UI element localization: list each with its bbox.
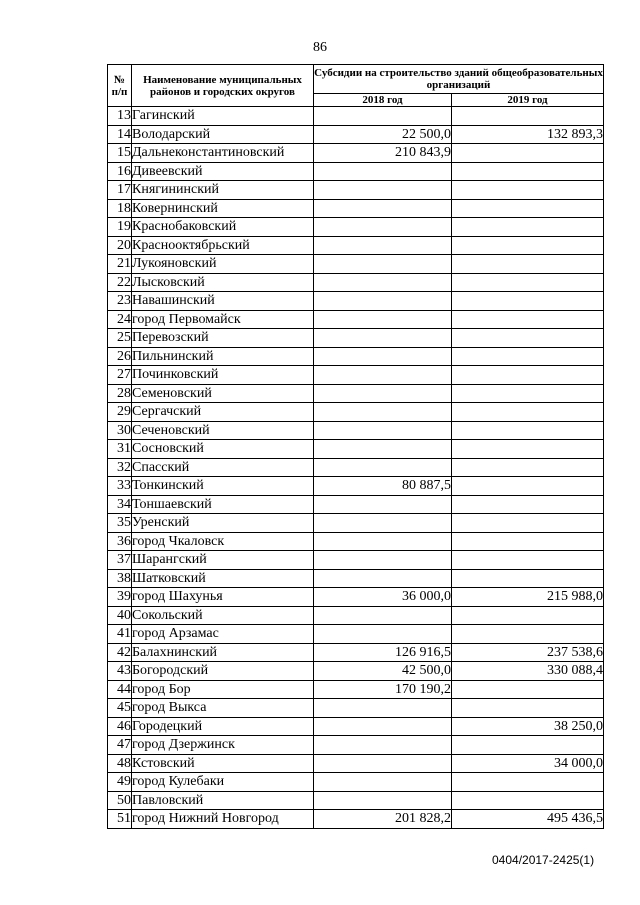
row-number: 19 [108, 218, 132, 237]
district-name: Пильнинский [132, 347, 314, 366]
table-row [108, 495, 604, 514]
district-name: город Дзержинск [132, 736, 314, 755]
header-subsidy: Субсидии на строительство зданий общеобразовательных организаций [314, 65, 604, 94]
table-row [108, 569, 604, 588]
subsidy-2019 [452, 458, 604, 477]
subsidy-2018 [314, 199, 452, 218]
table-row [108, 625, 604, 644]
subsidy-2019 [452, 495, 604, 514]
table-row [108, 366, 604, 385]
table-row [108, 329, 604, 348]
table-row [108, 292, 604, 311]
subsidy-2019 [452, 144, 604, 163]
district-name: Володарский [132, 125, 314, 144]
row-number: 22 [108, 273, 132, 292]
district-name: Тонкинский [132, 477, 314, 496]
district-name: город Кулебаки [132, 773, 314, 792]
subsidy-2018: 210 843,9 [314, 144, 452, 163]
table-row [108, 310, 604, 329]
table-row [108, 606, 604, 625]
page-number: 86 [313, 40, 327, 55]
subsidy-2018: 126 916,5 [314, 643, 452, 662]
district-name: Кстовский [132, 754, 314, 773]
document-code: 0404/2017-2425(1) [492, 853, 595, 867]
subsidy-2019 [452, 329, 604, 348]
row-number: 42 [108, 643, 132, 662]
row-number: 30 [108, 421, 132, 440]
subsidy-2018 [314, 754, 452, 773]
district-name: Сергачский [132, 403, 314, 422]
subsidy-2019: 132 893,3 [452, 125, 604, 144]
subsidy-2018 [314, 107, 452, 126]
subsidy-2019 [452, 292, 604, 311]
row-number: 24 [108, 310, 132, 329]
district-name: Лукояновский [132, 255, 314, 274]
subsidy-2018 [314, 329, 452, 348]
subsidy-2018 [314, 366, 452, 385]
subsidy-2019: 34 000,0 [452, 754, 604, 773]
district-name: город Выкса [132, 699, 314, 718]
table-row [108, 199, 604, 218]
district-name: город Нижний Новгород [132, 810, 314, 829]
row-number: 48 [108, 754, 132, 773]
table-row [108, 273, 604, 292]
subsidy-2018 [314, 532, 452, 551]
row-number: 34 [108, 495, 132, 514]
subsidy-2019: 237 538,6 [452, 643, 604, 662]
subsidy-2019: 495 436,5 [452, 810, 604, 829]
table-row [108, 107, 604, 126]
district-name: Городецкий [132, 717, 314, 736]
subsidy-2019 [452, 699, 604, 718]
row-number: 27 [108, 366, 132, 385]
table-row [108, 680, 604, 699]
row-number: 25 [108, 329, 132, 348]
row-number: 23 [108, 292, 132, 311]
subsidy-2018 [314, 551, 452, 570]
subsidy-2018 [314, 403, 452, 422]
row-number: 37 [108, 551, 132, 570]
table-row [108, 532, 604, 551]
row-number: 51 [108, 810, 132, 829]
subsidy-2018: 201 828,2 [314, 810, 452, 829]
subsidy-2019 [452, 514, 604, 533]
subsidy-2018: 170 190,2 [314, 680, 452, 699]
subsidy-2018 [314, 791, 452, 810]
subsidy-2018 [314, 495, 452, 514]
subsidy-2019 [452, 273, 604, 292]
district-name: Спасский [132, 458, 314, 477]
table-row [108, 236, 604, 255]
district-name: город Первомайск [132, 310, 314, 329]
subsidy-2018 [314, 181, 452, 200]
row-number: 49 [108, 773, 132, 792]
district-name: Семеновский [132, 384, 314, 403]
subsidy-table [107, 64, 604, 829]
subsidy-2018 [314, 773, 452, 792]
table-row [108, 458, 604, 477]
subsidy-2019 [452, 791, 604, 810]
district-name: Перевозский [132, 329, 314, 348]
subsidy-2018 [314, 162, 452, 181]
subsidy-2019 [452, 384, 604, 403]
subsidy-2018 [314, 699, 452, 718]
district-name: Сосновский [132, 440, 314, 459]
subsidy-2019: 330 088,4 [452, 662, 604, 681]
subsidy-2018 [314, 384, 452, 403]
subsidy-2019 [452, 107, 604, 126]
subsidy-2019 [452, 403, 604, 422]
subsidy-2018: 22 500,0 [314, 125, 452, 144]
table-row [108, 551, 604, 570]
district-name: Гагинский [132, 107, 314, 126]
row-number: 17 [108, 181, 132, 200]
table-row [108, 810, 604, 829]
table-row [108, 773, 604, 792]
district-name: город Арзамас [132, 625, 314, 644]
row-number: 44 [108, 680, 132, 699]
table-row [108, 162, 604, 181]
table-row [108, 125, 604, 144]
subsidy-2018: 42 500,0 [314, 662, 452, 681]
district-name: Сеченовский [132, 421, 314, 440]
subsidy-2019 [452, 440, 604, 459]
row-number: 50 [108, 791, 132, 810]
subsidy-2018 [314, 236, 452, 255]
subsidy-2019 [452, 255, 604, 274]
table-row [108, 384, 604, 403]
subsidy-2019 [452, 680, 604, 699]
subsidy-2018 [314, 218, 452, 237]
district-name: Павловский [132, 791, 314, 810]
table-row [108, 514, 604, 533]
table-row [108, 218, 604, 237]
district-name: город Бор [132, 680, 314, 699]
subsidy-2018 [314, 421, 452, 440]
subsidy-2018 [314, 625, 452, 644]
table-row [108, 699, 604, 718]
table-row [108, 477, 604, 496]
subsidy-2018 [314, 255, 452, 274]
table-row [108, 588, 604, 607]
subsidy-2019 [452, 421, 604, 440]
subsidy-2019 [452, 236, 604, 255]
district-name: Ковернинский [132, 199, 314, 218]
table-row [108, 717, 604, 736]
row-number: 45 [108, 699, 132, 718]
district-name: Лысковский [132, 273, 314, 292]
table-row [108, 181, 604, 200]
table-row [108, 662, 604, 681]
table-row [108, 144, 604, 163]
header-2019: 2019 год [452, 94, 604, 107]
table-row [108, 754, 604, 773]
subsidy-2018 [314, 514, 452, 533]
district-name: Починковский [132, 366, 314, 385]
row-number: 40 [108, 606, 132, 625]
district-name: Навашинский [132, 292, 314, 311]
subsidy-2019 [452, 366, 604, 385]
row-number: 38 [108, 569, 132, 588]
table-row [108, 791, 604, 810]
row-number: 29 [108, 403, 132, 422]
row-number: 26 [108, 347, 132, 366]
subsidy-2019: 38 250,0 [452, 717, 604, 736]
row-number: 13 [108, 107, 132, 126]
row-number: 32 [108, 458, 132, 477]
subsidy-2019 [452, 477, 604, 496]
district-name: город Шахунья [132, 588, 314, 607]
subsidy-2019 [452, 551, 604, 570]
header-2018: 2018 год [314, 94, 452, 107]
district-name: Тоншаевский [132, 495, 314, 514]
subsidy-2019 [452, 181, 604, 200]
subsidy-2019 [452, 162, 604, 181]
header-name: Наименование муниципальных районов и городских округов [132, 65, 314, 107]
subsidy-2018 [314, 736, 452, 755]
subsidy-2018 [314, 440, 452, 459]
row-number: 20 [108, 236, 132, 255]
row-number: 33 [108, 477, 132, 496]
district-name: Сокольский [132, 606, 314, 625]
district-name: Уренский [132, 514, 314, 533]
subsidy-2018 [314, 292, 452, 311]
row-number: 16 [108, 162, 132, 181]
district-name: Шарангский [132, 551, 314, 570]
row-number: 18 [108, 199, 132, 218]
table-row [108, 403, 604, 422]
row-number: 41 [108, 625, 132, 644]
table-row [108, 643, 604, 662]
district-name: город Чкаловск [132, 532, 314, 551]
subsidy-2019 [452, 606, 604, 625]
row-number: 43 [108, 662, 132, 681]
subsidy-2019 [452, 218, 604, 237]
district-name: Краснобаковский [132, 218, 314, 237]
district-name: Балахнинский [132, 643, 314, 662]
row-number: 15 [108, 144, 132, 163]
row-number: 14 [108, 125, 132, 144]
subsidy-2019 [452, 310, 604, 329]
subsidy-2019: 215 988,0 [452, 588, 604, 607]
subsidy-2018 [314, 717, 452, 736]
subsidy-2019 [452, 625, 604, 644]
subsidy-2018 [314, 606, 452, 625]
district-name: Краснооктябрьский [132, 236, 314, 255]
subsidy-2018: 80 887,5 [314, 477, 452, 496]
table-body [108, 107, 604, 829]
subsidy-2018 [314, 569, 452, 588]
subsidy-2018 [314, 273, 452, 292]
subsidy-2018 [314, 310, 452, 329]
subsidy-2018: 36 000,0 [314, 588, 452, 607]
header-number: № п/п [108, 65, 132, 107]
district-name: Дальнеконстантиновский [132, 144, 314, 163]
district-name: Богородский [132, 662, 314, 681]
subsidy-2019 [452, 347, 604, 366]
subsidy-2019 [452, 532, 604, 551]
table-row [108, 440, 604, 459]
row-number: 39 [108, 588, 132, 607]
table-row [108, 421, 604, 440]
table-row [108, 347, 604, 366]
row-number: 21 [108, 255, 132, 274]
row-number: 36 [108, 532, 132, 551]
table-row [108, 255, 604, 274]
subsidy-2019 [452, 736, 604, 755]
district-name: Княгининский [132, 181, 314, 200]
table-row [108, 736, 604, 755]
subsidy-2018 [314, 458, 452, 477]
district-name: Дивеевский [132, 162, 314, 181]
row-number: 46 [108, 717, 132, 736]
subsidy-2019 [452, 199, 604, 218]
row-number: 47 [108, 736, 132, 755]
row-number: 28 [108, 384, 132, 403]
row-number: 35 [108, 514, 132, 533]
row-number: 31 [108, 440, 132, 459]
district-name: Шатковский [132, 569, 314, 588]
subsidy-2019 [452, 773, 604, 792]
subsidy-2018 [314, 347, 452, 366]
subsidy-2019 [452, 569, 604, 588]
